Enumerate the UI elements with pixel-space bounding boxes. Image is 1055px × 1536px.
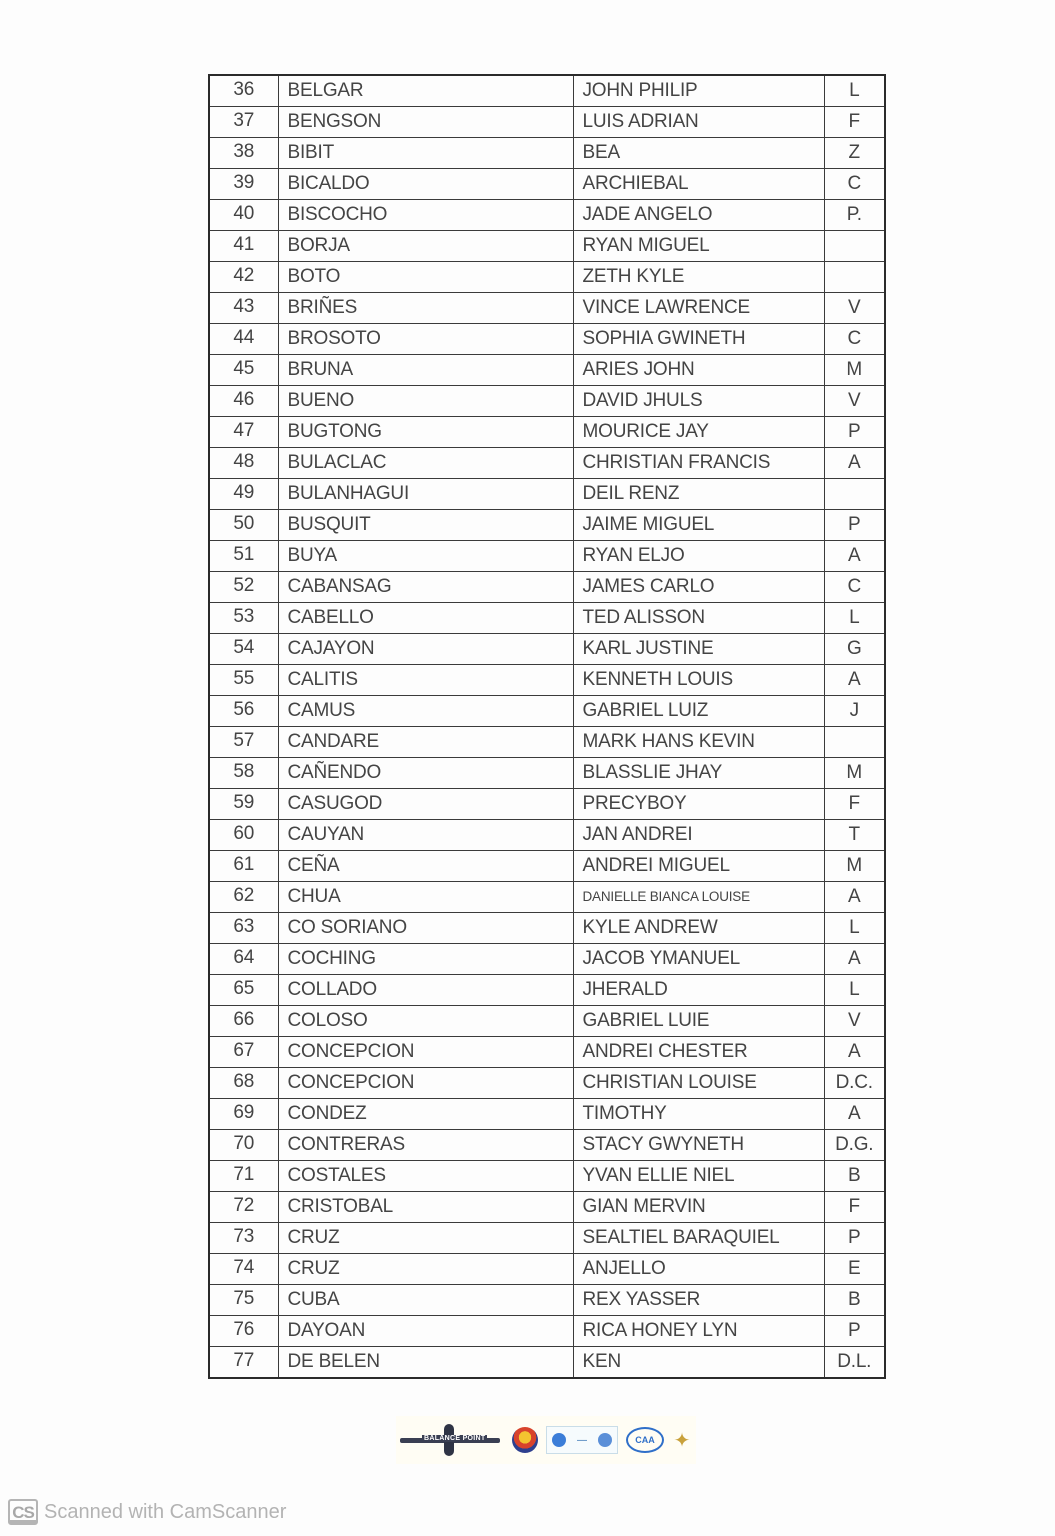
row-number: 40 <box>209 200 278 231</box>
table-row <box>209 1161 885 1192</box>
first-name-cell: ANDREI MIGUEL <box>573 851 824 882</box>
middle-initial-cell: V <box>824 386 885 417</box>
table-row <box>209 448 885 479</box>
row-number: 70 <box>209 1130 278 1161</box>
last-name-cell: BRIÑES <box>278 293 573 324</box>
caa-logo-text: CAA <box>635 1435 655 1445</box>
last-name-cell: CASUGOD <box>278 789 573 820</box>
last-name-cell: COLLADO <box>278 975 573 1006</box>
table-row <box>209 231 885 262</box>
first-name-cell: DEIL RENZ <box>573 479 824 510</box>
table-row <box>209 107 885 138</box>
wing-emblem-logo-icon: ✦ <box>673 1429 691 1452</box>
last-name-cell: CAUYAN <box>278 820 573 851</box>
last-name-cell: CRISTOBAL <box>278 1192 573 1223</box>
camscanner-badge-icon: CS <box>8 1499 38 1525</box>
row-number: 38 <box>209 138 278 169</box>
first-name-cell: RYAN MIGUEL <box>573 231 824 262</box>
row-number: 49 <box>209 479 278 510</box>
first-name-cell: DAVID JHULS <box>573 386 824 417</box>
first-name-cell: JHERALD <box>573 975 824 1006</box>
last-name-cell: CRUZ <box>278 1223 573 1254</box>
last-name-cell: BROSOTO <box>278 324 573 355</box>
row-number: 47 <box>209 417 278 448</box>
row-number: 64 <box>209 944 278 975</box>
middle-initial-cell: A <box>824 448 885 479</box>
first-name-cell: ZETH KYLE <box>573 262 824 293</box>
middle-initial-cell <box>824 479 885 510</box>
table-row <box>209 324 885 355</box>
caa-logo-icon <box>626 1427 664 1453</box>
last-name-cell: DE BELEN <box>278 1347 573 1379</box>
last-name-cell: BRUNA <box>278 355 573 386</box>
row-number: 51 <box>209 541 278 572</box>
table-row <box>209 1006 885 1037</box>
table-row <box>209 1068 885 1099</box>
balance-point-logo-text: BALANCE POINT <box>424 1435 486 1442</box>
table-row <box>209 1223 885 1254</box>
first-name-cell: ANDREI CHESTER <box>573 1037 824 1068</box>
table-row <box>209 634 885 665</box>
last-name-cell: BULANHAGUI <box>278 479 573 510</box>
last-name-cell: BISCOCHO <box>278 200 573 231</box>
first-name-cell: BLASSLIE JHAY <box>573 758 824 789</box>
middle-initial-cell: B <box>824 1285 885 1316</box>
first-name-cell: RYAN ELJO <box>573 541 824 572</box>
airplane-logo-icon <box>396 1420 504 1460</box>
row-number: 63 <box>209 913 278 944</box>
row-number: 75 <box>209 1285 278 1316</box>
last-name-cell: DAYOAN <box>278 1316 573 1347</box>
table-row <box>209 882 885 913</box>
first-name-cell: JACOB YMANUEL <box>573 944 824 975</box>
middle-initial-cell: C <box>824 324 885 355</box>
first-name-cell: MARK HANS KEVIN <box>573 727 824 758</box>
row-number: 53 <box>209 603 278 634</box>
table-row <box>209 665 885 696</box>
row-number: 42 <box>209 262 278 293</box>
last-name-cell: BELGAR <box>278 75 573 107</box>
table-row <box>209 727 885 758</box>
row-number: 45 <box>209 355 278 386</box>
middle-initial-cell: P <box>824 510 885 541</box>
middle-initial-cell: J <box>824 696 885 727</box>
table-row <box>209 1316 885 1347</box>
row-number: 54 <box>209 634 278 665</box>
row-number: 55 <box>209 665 278 696</box>
table-row <box>209 138 885 169</box>
first-name-cell: KYLE ANDREW <box>573 913 824 944</box>
first-name-cell: CHRISTIAN FRANCIS <box>573 448 824 479</box>
table-row <box>209 200 885 231</box>
row-number: 50 <box>209 510 278 541</box>
table-row <box>209 417 885 448</box>
last-name-cell: BUYA <box>278 541 573 572</box>
table-row <box>209 944 885 975</box>
first-name-cell: ARIES JOHN <box>573 355 824 386</box>
table-row <box>209 262 885 293</box>
table-row <box>209 1037 885 1068</box>
last-name-cell: CANDARE <box>278 727 573 758</box>
middle-initial-cell: V <box>824 1006 885 1037</box>
table-row <box>209 479 885 510</box>
last-name-cell: CONCEPCION <box>278 1037 573 1068</box>
first-name-cell: RICA HONEY LYN <box>573 1316 824 1347</box>
middle-initial-cell: M <box>824 851 885 882</box>
table-row <box>209 1285 885 1316</box>
last-name-cell: CONDEZ <box>278 1099 573 1130</box>
middle-initial-cell: D.C. <box>824 1068 885 1099</box>
table-row <box>209 386 885 417</box>
row-number: 58 <box>209 758 278 789</box>
row-number: 60 <box>209 820 278 851</box>
table-row <box>209 603 885 634</box>
last-name-cell: BORJA <box>278 231 573 262</box>
first-name-cell: JAMES CARLO <box>573 572 824 603</box>
row-number: 69 <box>209 1099 278 1130</box>
last-name-cell: CONCEPCION <box>278 1068 573 1099</box>
last-name-cell: BUENO <box>278 386 573 417</box>
last-name-cell: CALITIS <box>278 665 573 696</box>
first-name-cell: JAIME MIGUEL <box>573 510 824 541</box>
row-number: 57 <box>209 727 278 758</box>
last-name-cell: COSTALES <box>278 1161 573 1192</box>
middle-initial-cell: M <box>824 758 885 789</box>
row-number: 56 <box>209 696 278 727</box>
middle-initial-cell <box>824 262 885 293</box>
last-name-cell: CABANSAG <box>278 572 573 603</box>
last-name-cell: BENGSON <box>278 107 573 138</box>
middle-initial-cell: F <box>824 1192 885 1223</box>
first-name-cell: SOPHIA GWINETH <box>573 324 824 355</box>
iso-logo-dash: — <box>576 1434 587 1446</box>
first-name-cell: BEA <box>573 138 824 169</box>
last-name-cell: CAÑENDO <box>278 758 573 789</box>
middle-initial-cell <box>824 231 885 262</box>
last-name-cell: BICALDO <box>278 169 573 200</box>
table-row <box>209 820 885 851</box>
table-row <box>209 169 885 200</box>
table-row <box>209 758 885 789</box>
row-number: 37 <box>209 107 278 138</box>
first-name-cell: STACY GWYNETH <box>573 1130 824 1161</box>
table-row <box>209 913 885 944</box>
student-roster-table <box>208 74 886 1379</box>
middle-initial-cell: P <box>824 417 885 448</box>
table-row <box>209 1130 885 1161</box>
first-name-cell: YVAN ELLIE NIEL <box>573 1161 824 1192</box>
last-name-cell: CRUZ <box>278 1254 573 1285</box>
first-name-cell: VINCE LAWRENCE <box>573 293 824 324</box>
last-name-cell: COCHING <box>278 944 573 975</box>
row-number: 74 <box>209 1254 278 1285</box>
row-number: 44 <box>209 324 278 355</box>
first-name-cell: LUIS ADRIAN <box>573 107 824 138</box>
last-name-cell: BULACLAC <box>278 448 573 479</box>
row-number: 72 <box>209 1192 278 1223</box>
last-name-cell: CHUA <box>278 882 573 913</box>
table-row <box>209 1192 885 1223</box>
middle-initial-cell: C <box>824 572 885 603</box>
first-name-cell: DANIELLE BIANCA LOUISE <box>573 882 824 913</box>
row-number: 66 <box>209 1006 278 1037</box>
middle-initial-cell: P. <box>824 200 885 231</box>
row-number: 39 <box>209 169 278 200</box>
first-name-cell: PRECYBOY <box>573 789 824 820</box>
row-number: 46 <box>209 386 278 417</box>
last-name-cell: CABELLO <box>278 603 573 634</box>
row-number: 59 <box>209 789 278 820</box>
middle-initial-cell: G <box>824 634 885 665</box>
first-name-cell: KEN <box>573 1347 824 1379</box>
last-name-cell: COLOSO <box>278 1006 573 1037</box>
row-number: 52 <box>209 572 278 603</box>
last-name-cell: BUSQUIT <box>278 510 573 541</box>
middle-initial-cell: P <box>824 1223 885 1254</box>
table-row <box>209 696 885 727</box>
row-number: 71 <box>209 1161 278 1192</box>
row-number: 68 <box>209 1068 278 1099</box>
table-row <box>209 1254 885 1285</box>
table-row <box>209 572 885 603</box>
first-name-cell: TED ALISSON <box>573 603 824 634</box>
table-row <box>209 1347 885 1379</box>
middle-initial-cell: M <box>824 355 885 386</box>
middle-initial-cell: A <box>824 665 885 696</box>
middle-initial-cell <box>824 727 885 758</box>
camscanner-watermark <box>8 1497 286 1527</box>
middle-initial-cell: A <box>824 541 885 572</box>
first-name-cell: GABRIEL LUIE <box>573 1006 824 1037</box>
middle-initial-cell: L <box>824 913 885 944</box>
last-name-cell: CEÑA <box>278 851 573 882</box>
middle-initial-cell: A <box>824 882 885 913</box>
row-number: 48 <box>209 448 278 479</box>
table-row <box>209 510 885 541</box>
last-name-cell: CO SORIANO <box>278 913 573 944</box>
last-name-cell: CUBA <box>278 1285 573 1316</box>
table-row <box>209 789 885 820</box>
row-number: 41 <box>209 231 278 262</box>
first-name-cell: ANJELLO <box>573 1254 824 1285</box>
first-name-cell: ARCHIEBAL <box>573 169 824 200</box>
row-number: 65 <box>209 975 278 1006</box>
row-number: 62 <box>209 882 278 913</box>
first-name-cell: TIMOTHY <box>573 1099 824 1130</box>
middle-initial-cell: F <box>824 107 885 138</box>
row-number: 43 <box>209 293 278 324</box>
middle-initial-cell: T <box>824 820 885 851</box>
watermark-text: Scanned with CamScanner <box>44 1500 287 1523</box>
middle-initial-cell: Z <box>824 138 885 169</box>
last-name-cell: BUGTONG <box>278 417 573 448</box>
first-name-cell: JAN ANDREI <box>573 820 824 851</box>
first-name-cell: MOURICE JAY <box>573 417 824 448</box>
table-row <box>209 355 885 386</box>
first-name-cell: KENNETH LOUIS <box>573 665 824 696</box>
row-number: 77 <box>209 1347 278 1379</box>
middle-initial-cell: E <box>824 1254 885 1285</box>
row-number: 73 <box>209 1223 278 1254</box>
roster-body <box>209 75 885 1378</box>
table-row <box>209 1099 885 1130</box>
row-number: 36 <box>209 75 278 107</box>
iso-certification-logo-icon <box>546 1426 618 1454</box>
middle-initial-cell: B <box>824 1161 885 1192</box>
last-name-cell: CAMUS <box>278 696 573 727</box>
row-number: 61 <box>209 851 278 882</box>
table-row <box>209 975 885 1006</box>
last-name-cell: CONTRERAS <box>278 1130 573 1161</box>
first-name-cell: GABRIEL LUIZ <box>573 696 824 727</box>
footer-logos <box>396 1416 696 1464</box>
seal-logo-icon <box>512 1427 538 1453</box>
middle-initial-cell: L <box>824 603 885 634</box>
last-name-cell: BOTO <box>278 262 573 293</box>
middle-initial-cell: A <box>824 1037 885 1068</box>
first-name-cell: JOHN PHILIP <box>573 75 824 107</box>
middle-initial-cell: A <box>824 944 885 975</box>
row-number: 76 <box>209 1316 278 1347</box>
middle-initial-cell: A <box>824 1099 885 1130</box>
middle-initial-cell: C <box>824 169 885 200</box>
first-name-cell: KARL JUSTINE <box>573 634 824 665</box>
middle-initial-cell: F <box>824 789 885 820</box>
row-number: 67 <box>209 1037 278 1068</box>
middle-initial-cell: D.G. <box>824 1130 885 1161</box>
middle-initial-cell: P <box>824 1316 885 1347</box>
middle-initial-cell: L <box>824 75 885 107</box>
table-row <box>209 851 885 882</box>
last-name-cell: CAJAYON <box>278 634 573 665</box>
table-row <box>209 75 885 107</box>
first-name-cell: CHRISTIAN LOUISE <box>573 1068 824 1099</box>
first-name-cell: GIAN MERVIN <box>573 1192 824 1223</box>
first-name-cell: SEALTIEL BARAQUIEL <box>573 1223 824 1254</box>
middle-initial-cell: D.L. <box>824 1347 885 1379</box>
middle-initial-cell: V <box>824 293 885 324</box>
first-name-cell: JADE ANGELO <box>573 200 824 231</box>
table-row <box>209 541 885 572</box>
last-name-cell: BIBIT <box>278 138 573 169</box>
middle-initial-cell: L <box>824 975 885 1006</box>
table-row <box>209 293 885 324</box>
first-name-cell: REX YASSER <box>573 1285 824 1316</box>
